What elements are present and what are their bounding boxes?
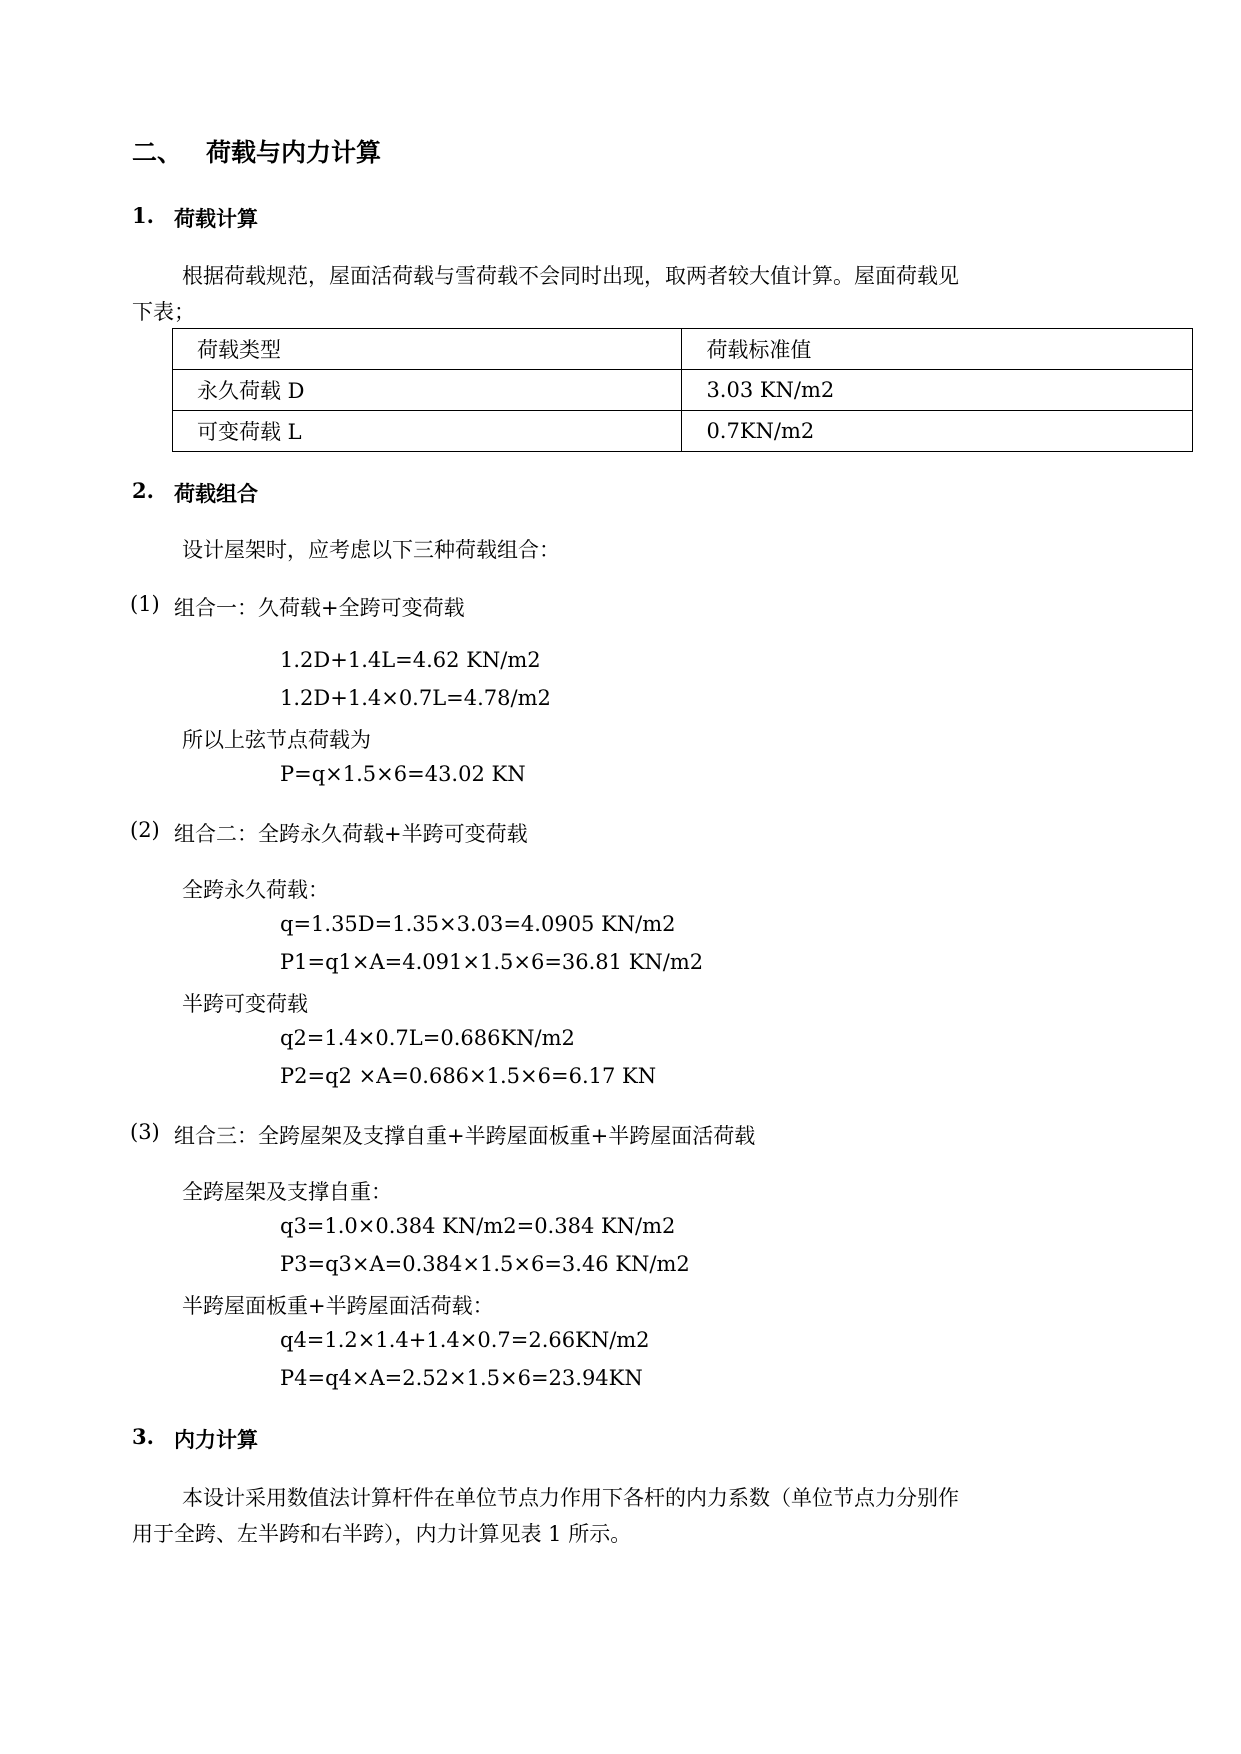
combo3-label: (3) <box>130 1120 160 1144</box>
combo3-eq3: q4=1.2×1.4+1.4×0.7=2.66KN/m2 <box>280 1328 650 1352</box>
combo3-title: 组合三：全跨屋架及支撑自重+半跨屋面板重+半跨屋面活荷载 <box>174 1124 756 1148</box>
load-table <box>172 328 1193 452</box>
combo1-eq1: 1.2D+1.4L=4.62 KN/m2 <box>280 648 541 672</box>
combo2-title: 组合二：全跨永久荷载+半跨可变荷载 <box>174 822 528 846</box>
table-header-cell: 荷载标准值 <box>682 329 1193 370</box>
subsection-number-3: 3. <box>132 1424 154 1449</box>
force-paragraph-line1: 本设计采用数值法计算杆件在单位节点力作用下各杆的内力系数（单位节点力分别作 <box>182 1486 959 1510</box>
combo1-eq3: P=q×1.5×6=43.02 KN <box>280 762 526 786</box>
combo3-eq2: P3=q3×A=0.384×1.5×6=3.46 KN/m2 <box>280 1252 690 1276</box>
combo3-eq1: q3=1.0×0.384 KN/m2=0.384 KN/m2 <box>280 1214 676 1238</box>
combo2-part1: 全跨永久荷载： <box>182 878 329 902</box>
combo1-title: 组合一：久荷载+全跨可变荷载 <box>174 596 465 620</box>
force-paragraph-line2: 用于全跨、左半跨和右半跨），内力计算见表 1 所示。 <box>132 1522 632 1546</box>
combo1-eq2: 1.2D+1.4×0.7L=4.78/m2 <box>280 686 551 710</box>
combo2-eq3: q2=1.4×0.7L=0.686KN/m2 <box>280 1026 575 1050</box>
table-header-cell: 荷载类型 <box>173 329 682 370</box>
combo1-label: (1) <box>130 592 160 616</box>
combo-intro: 设计屋架时，应考虑以下三种荷载组合： <box>182 538 560 562</box>
combo2-label: (2) <box>130 818 160 842</box>
combo3-part1: 全跨屋架及支撑自重： <box>182 1180 392 1204</box>
table-cell: 永久荷载 D <box>173 370 682 411</box>
table-header-row <box>173 329 1193 370</box>
table-cell: 可变荷载 L <box>173 411 682 452</box>
table-cell: 0.7KN/m2 <box>682 411 1193 452</box>
combo2-eq2: P1=q1×A=4.091×1.5×6=36.81 KN/m2 <box>280 950 704 974</box>
combo3-eq4: P4=q4×A=2.52×1.5×6=23.94KN <box>280 1366 643 1390</box>
subsection-number-2: 2. <box>132 478 154 503</box>
subsection-title-1: 荷载计算 <box>174 206 258 231</box>
table-row <box>173 411 1193 452</box>
intro-paragraph-line1: 根据荷载规范，屋面活荷载与雪荷载不会同时出现，取两者较大值计算。屋面荷载见 <box>182 264 959 288</box>
combo2-eq4: P2=q2 ×A=0.686×1.5×6=6.17 KN <box>280 1064 657 1088</box>
combo3-part2: 半跨屋面板重+半跨屋面活荷载： <box>182 1294 494 1318</box>
table-row <box>173 370 1193 411</box>
table-cell: 3.03 KN/m2 <box>682 370 1193 411</box>
subsection-title-3: 内力计算 <box>174 1427 258 1452</box>
combo2-part2: 半跨可变荷载 <box>182 992 308 1016</box>
section-title: 荷载与内力计算 <box>206 138 382 167</box>
combo1-note: 所以上弦节点荷载为 <box>182 728 371 752</box>
intro-paragraph-line2: 下表； <box>132 300 195 324</box>
subsection-number-1: 1. <box>132 203 154 228</box>
combo2-eq1: q=1.35D=1.35×3.03=4.0905 KN/m2 <box>280 912 676 936</box>
subsection-title-2: 荷载组合 <box>174 481 258 506</box>
section-number: 二、 <box>132 138 183 167</box>
